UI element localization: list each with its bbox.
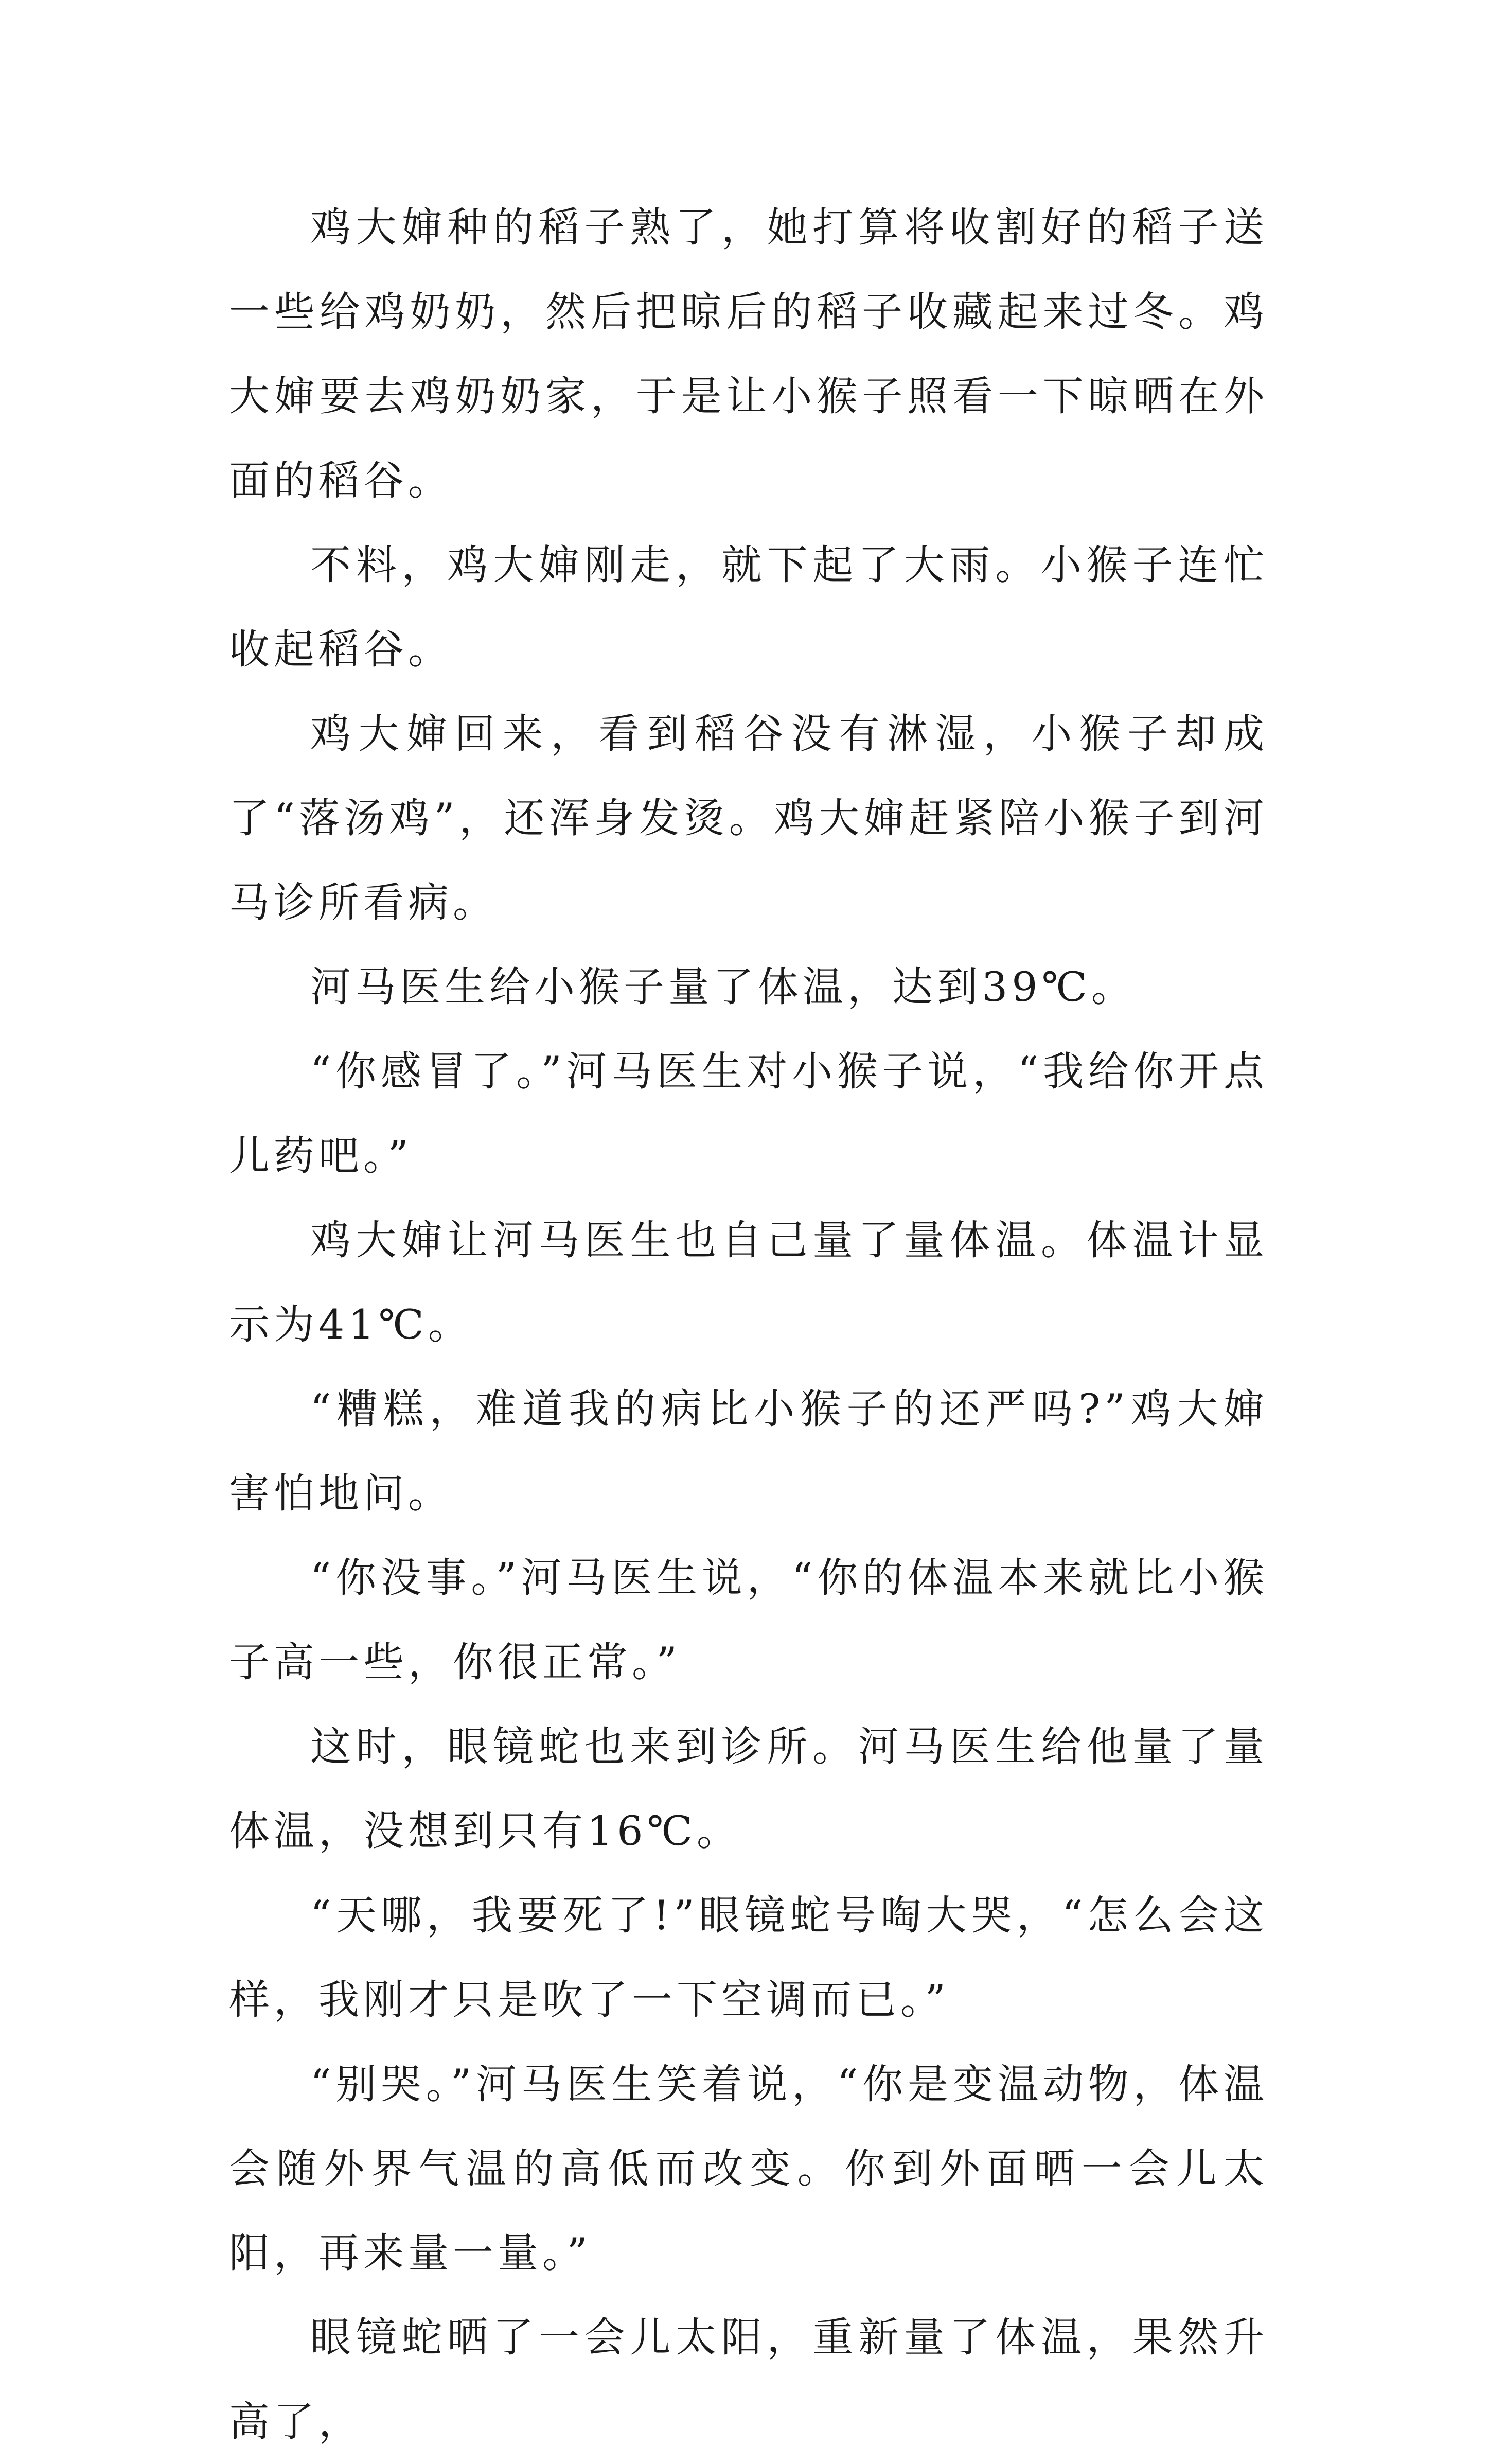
story-text	[229, 185, 1268, 2464]
paragraph: 鸡大婶让河马医生也自己量了量体温。体温计显示为41℃。	[229, 1217, 1268, 1348]
paragraph: 这时，眼镜蛇也来到诊所。河马医生给他量了量体温，没想到只有16℃。	[229, 1723, 1268, 1855]
paragraph: “糟糕，难道我的病比小猴子的还严吗?”鸡大婶害怕地问。	[229, 1385, 1268, 1517]
paragraph: 鸡大婶种的稻子熟了，她打算将收割好的稻子送一些给鸡奶奶，然后把晾后的稻子收藏起来过冬。鸡大婶要去鸡奶奶家，于是让小猴子照看一下晾晒在外面的稻谷。	[229, 204, 1268, 504]
paragraph: “别哭。”河马医生笑着说，“你是变温动物，体温会随外界气温的高低而改变。你到外面晒一会儿太阳，再来量一量。”	[229, 2061, 1268, 2277]
paragraph: 不料，鸡大婶刚走，就下起了大雨。小猴子连忙收起稻谷。	[229, 541, 1268, 673]
paragraph: 鸡大婶回来，看到稻谷没有淋湿，小猴子却成了“落汤鸡”，还浑身发烫。鸡大婶赶紧陪小猴子到河马诊所看病。	[229, 710, 1268, 926]
paragraph: 河马医生给小猴子量了体温，达到39℃。	[310, 963, 1136, 1011]
paragraph: “你没事。”河马医生说，“你的体温本来就比小猴子高一些，你很正常。”	[229, 1554, 1268, 1686]
paragraph: 眼镜蛇晒了一会儿太阳，重新量了体温，果然升高了，	[229, 2314, 1268, 2445]
paragraph: “你感冒了。”河马医生对小猴子说，“我给你开点儿药吧。”	[229, 1048, 1268, 1180]
paragraph: “天哪，我要死了!”眼镜蛇号啕大哭，“怎么会这样，我刚才只是吹了一下空调而已。”	[229, 1892, 1268, 2023]
